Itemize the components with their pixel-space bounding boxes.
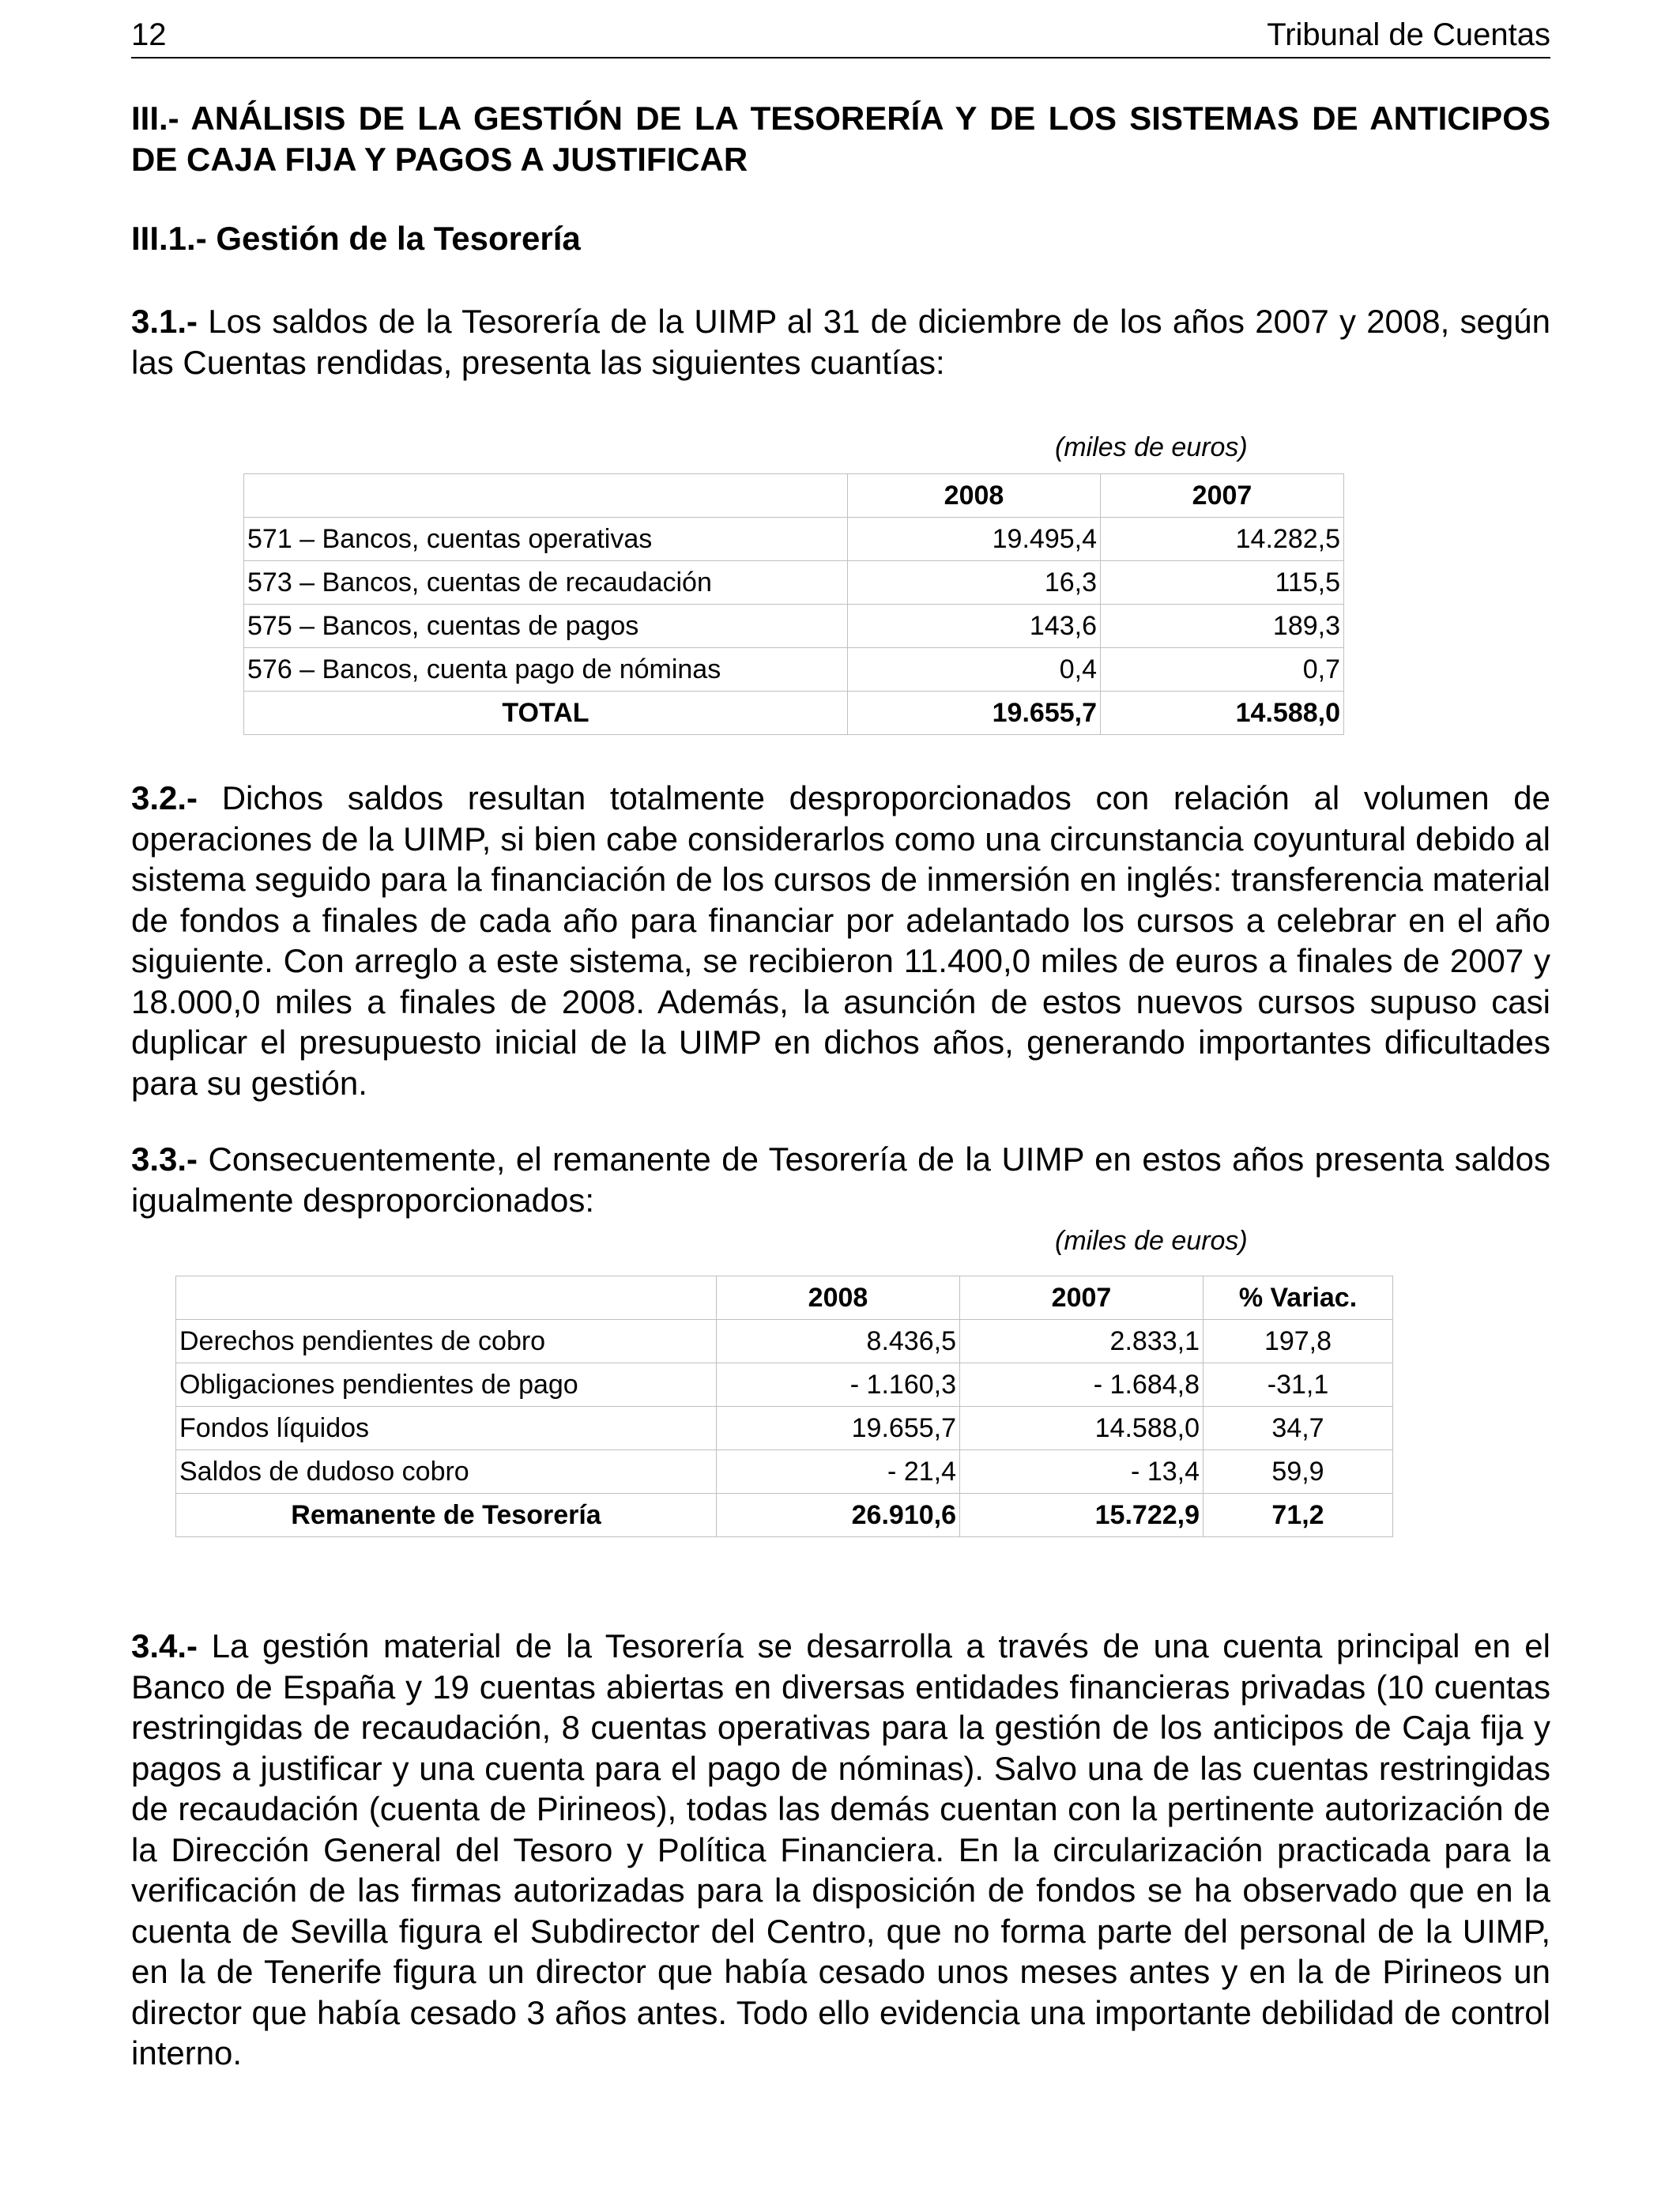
page-number: 12 bbox=[131, 17, 167, 52]
value-2008: 19.495,4 bbox=[848, 518, 1101, 561]
paragraph-number: 3.4.- bbox=[131, 1627, 198, 1664]
table-header-cell: 2007 bbox=[960, 1276, 1203, 1320]
paragraph-3-2 bbox=[131, 778, 1550, 1103]
table2-unit: (miles de euros) bbox=[1055, 1226, 1248, 1256]
value-2008: 19.655,7 bbox=[717, 1407, 960, 1450]
row-label: Saldos de dudoso cobro bbox=[176, 1450, 717, 1494]
row-label: Fondos líquidos bbox=[176, 1407, 717, 1450]
table-header-cell: 2008 bbox=[848, 474, 1101, 518]
table-row bbox=[176, 1363, 1393, 1407]
table1-unit: (miles de euros) bbox=[1055, 432, 1248, 462]
value-2008: 8.436,5 bbox=[717, 1320, 960, 1363]
value-variation: -31,1 bbox=[1203, 1363, 1393, 1407]
total-2007: 15.722,9 bbox=[960, 1494, 1203, 1537]
value-variation: 34,7 bbox=[1203, 1407, 1393, 1450]
value-variation: 197,8 bbox=[1203, 1320, 1393, 1363]
row-label: 575 – Bancos, cuentas de pagos bbox=[244, 605, 848, 648]
table-header-row bbox=[176, 1276, 1393, 1320]
subsection-title: III.1.- Gestión de la Tesorería bbox=[131, 220, 581, 257]
table-row bbox=[244, 605, 1344, 648]
paragraph-number: 3.2.- bbox=[131, 779, 198, 816]
value-2007: 0,7 bbox=[1101, 648, 1344, 692]
paragraph-text: La gestión material de la Tesorería se desarrolla a través de una cuenta principal en el Banco de España y 19 cuentas abiertas en diversas entidades financieras privadas (10 cuentas restringidas de recaudación, 8 cuentas operativas para la gestión de los anticipos de Caja fija y pagos a justificar y una cuenta para el pago de nóminas). Salvo una de las cuentas restringidas de recaudación (cuenta de Pirineos), todas las demás cuentan con la pertinente autorización de la Dirección General del Tesoro y Política Financiera. En la circularización practicada para la verificación de las firmas autorizadas para la disposición de fondos se ha observado que en la cuenta de Sevilla figura el Subdirector del Centro, que no forma parte del personal de la UIMP, en la de Tenerife figura un director que había cesado unos meses antes y en la de Pirineos un director que había cesado 3 años antes. Todo ello evidencia una importante debilidad de control interno. bbox=[131, 1627, 1550, 2071]
total-2007: 14.588,0 bbox=[1101, 692, 1344, 735]
table-row bbox=[244, 561, 1344, 605]
table-total-row bbox=[244, 692, 1344, 735]
value-variation: 59,9 bbox=[1203, 1450, 1393, 1494]
table-header-cell: 2007 bbox=[1101, 474, 1344, 518]
tesoreria-saldos-table bbox=[243, 473, 1344, 735]
header-rule bbox=[131, 57, 1550, 58]
table-header-row bbox=[244, 474, 1344, 518]
value-2008: - 21,4 bbox=[717, 1450, 960, 1494]
table-row bbox=[244, 518, 1344, 561]
row-label: Derechos pendientes de cobro bbox=[176, 1320, 717, 1363]
paragraph-3-1 bbox=[131, 301, 1550, 383]
table-header-cell bbox=[176, 1276, 717, 1320]
total-variation: 71,2 bbox=[1203, 1494, 1393, 1537]
remanente-tesoreria-table bbox=[175, 1276, 1393, 1537]
publisher-name: Tribunal de Cuentas bbox=[1267, 17, 1550, 52]
total-2008: 19.655,7 bbox=[848, 692, 1101, 735]
value-2007: 2.833,1 bbox=[960, 1320, 1203, 1363]
value-2007: 189,3 bbox=[1101, 605, 1344, 648]
value-2007: 115,5 bbox=[1101, 561, 1344, 605]
value-2007: - 1.684,8 bbox=[960, 1363, 1203, 1407]
paragraph-text: Los saldos de la Tesorería de la UIMP al 31 de diciembre de los años 2007 y 2008, según las Cuentas rendidas, presenta las siguientes cuantías: bbox=[131, 303, 1550, 381]
value-2008: 143,6 bbox=[848, 605, 1101, 648]
table-header-cell: % Variac. bbox=[1203, 1276, 1393, 1320]
total-2008: 26.910,6 bbox=[717, 1494, 960, 1537]
value-2007: 14.588,0 bbox=[960, 1407, 1203, 1450]
table-row bbox=[176, 1320, 1393, 1363]
section-title: III.- ANÁLISIS DE LA GESTIÓN DE LA TESORERÍA Y DE LOS SISTEMAS DE ANTICIPOS DE CAJA FIJA Y PAGOS A JUSTIFICAR bbox=[131, 100, 1550, 178]
table-header-cell bbox=[244, 474, 848, 518]
value-2007: 14.282,5 bbox=[1101, 518, 1344, 561]
value-2007: - 13,4 bbox=[960, 1450, 1203, 1494]
table-row bbox=[176, 1450, 1393, 1494]
paragraph-number: 3.1.- bbox=[131, 303, 198, 340]
row-label: Obligaciones pendientes de pago bbox=[176, 1363, 717, 1407]
total-label: Remanente de Tesorería bbox=[176, 1494, 717, 1537]
value-2008: 0,4 bbox=[848, 648, 1101, 692]
row-label: 571 – Bancos, cuentas operativas bbox=[244, 518, 848, 561]
row-label: 573 – Bancos, cuentas de recaudación bbox=[244, 561, 848, 605]
paragraph-number: 3.3.- bbox=[131, 1140, 198, 1178]
table-header-cell: 2008 bbox=[717, 1276, 960, 1320]
paragraph-text: Consecuentemente, el remanente de Tesorería de la UIMP en estos años presenta saldos igualmente desproporcionados: bbox=[131, 1140, 1550, 1219]
table-total-row bbox=[176, 1494, 1393, 1537]
value-2008: 16,3 bbox=[848, 561, 1101, 605]
total-label: TOTAL bbox=[244, 692, 848, 735]
paragraph-3-4 bbox=[131, 1626, 1550, 2074]
row-label: 576 – Bancos, cuenta pago de nóminas bbox=[244, 648, 848, 692]
paragraph-text: Dichos saldos resultan totalmente desproporcionados con relación al volumen de operaciones de la UIMP, si bien cabe considerarlos como una circunstancia coyuntural debido al sistema seguido para la financiación de los cursos de inmersión en inglés: transferencia material de fondos a finales de cada año para financiar por adelantado los cursos a celebrar en el año siguiente. Con arreglo a este sistema, se recibieron 11.400,0 miles de euros a finales de 2007 y 18.000,0 miles a finales de 2008. Además, la asunción de estos nuevos cursos supuso casi duplicar el presupuesto inicial de la UIMP en dichos años, generando importantes dificultades para su gestión. bbox=[131, 779, 1550, 1102]
table-row bbox=[176, 1407, 1393, 1450]
table-row bbox=[244, 648, 1344, 692]
paragraph-3-3 bbox=[131, 1139, 1550, 1220]
value-2008: - 1.160,3 bbox=[717, 1363, 960, 1407]
